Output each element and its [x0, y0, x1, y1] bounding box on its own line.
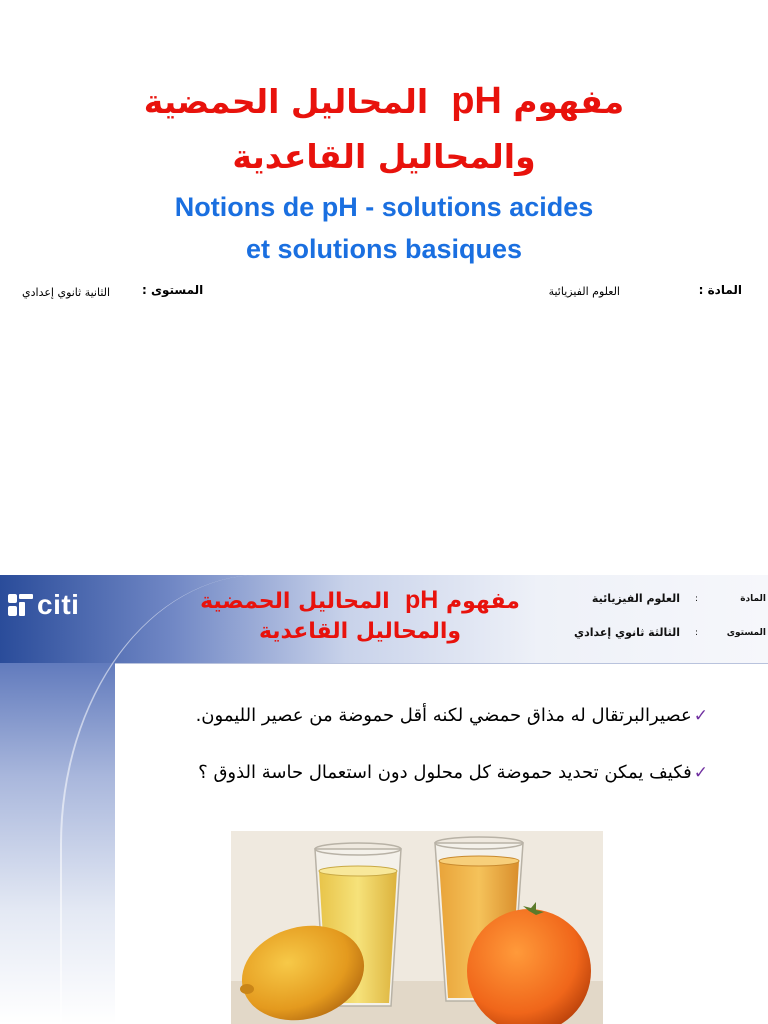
slide2-subject-label: المادة: [740, 594, 766, 604]
slide2-title-line-2: والمحاليل القاعدية: [258, 619, 462, 644]
citi-logo: [8, 589, 79, 621]
check-icon: ✓: [693, 763, 708, 783]
header-divider: [115, 663, 768, 664]
slide2-level-label: المستوى: [726, 628, 766, 638]
slide2-level-sep: :: [694, 628, 698, 638]
level-label: المستوى :: [142, 283, 204, 297]
subject-label: المادة :: [698, 283, 742, 297]
arabic-title-ph: pH: [451, 80, 502, 122]
bullet-item-1: ✓عصيرالبرتقال له مذاق حمضي لكنه أقل حموضة من عصير الليمون.: [195, 705, 708, 726]
slide2-subject-sep: :: [694, 594, 698, 604]
arabic-title-prefix: مفهوم: [513, 82, 625, 121]
juice-and-fruit-photo: [231, 831, 603, 1024]
french-title-line-1: Notions de pH - solutions acides: [174, 192, 594, 222]
subject-value: العلوم الفيزيائية: [548, 285, 620, 298]
slide2-level-value: الثالثة ثانوي إعدادي: [574, 626, 680, 639]
slide2-title-ph: pH: [405, 586, 439, 614]
slide2-subject-value: العلوم الفيزيائية: [591, 592, 680, 605]
arabic-title-line-1: [0, 80, 768, 123]
check-icon: ✓: [693, 706, 708, 726]
arabic-title-line-2: والمحاليل القاعدية: [232, 137, 536, 176]
logo-text: citi: [37, 589, 80, 620]
arabic-title-suffix: المحاليل الحمضية: [143, 82, 429, 121]
slide-2: [0, 575, 768, 1024]
level-value: الثانية ثانوي إعدادي: [22, 286, 111, 299]
logo-mark-icon: [8, 592, 34, 618]
slide2-title-line-1: مفهوم pH المحاليل الحمضية: [200, 586, 520, 614]
french-title-line-2: et solutions basiques: [245, 234, 523, 264]
bullet-item-2: ✓فكيف يمكن تحديد حموضة كل محلول دون استعمال حاسة الذوق ؟: [198, 762, 708, 783]
